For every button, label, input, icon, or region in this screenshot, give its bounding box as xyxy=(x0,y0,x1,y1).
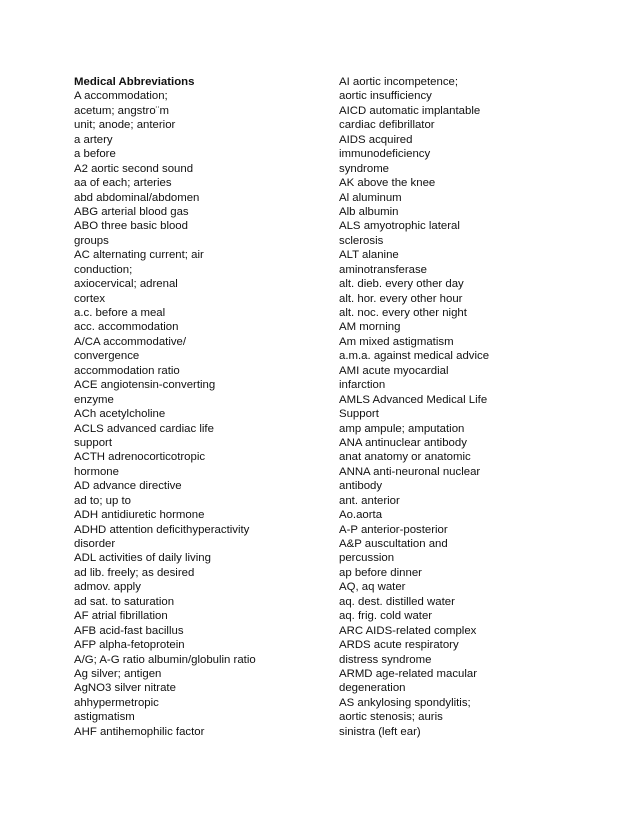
right-column xyxy=(339,75,589,739)
text-line: ACh acetylcholine xyxy=(74,408,166,421)
text-line: ABG arterial blood gas xyxy=(74,205,189,218)
text-line: cardiac defibrillator xyxy=(339,119,435,132)
text-line: Al aluminum xyxy=(339,191,402,204)
text-line: Ag silver; antigen xyxy=(74,667,162,680)
text-line: ARC AIDS-related complex xyxy=(339,624,477,637)
text-line: conduction; xyxy=(74,263,133,276)
text-line: ARMD age-related macular xyxy=(339,667,478,680)
text-line: acetum; angstro¨m xyxy=(74,104,169,117)
text-line: axiocervical; adrenal xyxy=(74,278,178,291)
text-line: AQ, aq water xyxy=(339,581,406,594)
text-line: ANA antinuclear antibody xyxy=(339,436,467,449)
text-line: ad to; up to xyxy=(74,494,131,507)
text-line: sinistra (left ear) xyxy=(339,725,421,738)
text-line: ABO three basic blood xyxy=(74,220,188,233)
text-line: ALT alanine xyxy=(339,249,399,262)
text-line: AC alternating current; air xyxy=(74,249,204,262)
left-column xyxy=(74,75,324,739)
document-title: Medical Abbreviations xyxy=(74,76,195,88)
text-line: ACLS advanced cardiac life xyxy=(74,422,214,435)
text-line: enzyme xyxy=(74,393,114,406)
text-line: AM morning xyxy=(339,321,401,334)
text-line: alt. noc. every other night xyxy=(339,307,467,319)
text-line: AHF antihemophilic factor xyxy=(74,725,205,738)
text-line: a artery xyxy=(74,133,113,146)
text-line: Support xyxy=(339,408,379,421)
text-line: AFB acid-fast bacillus xyxy=(74,624,184,637)
text-line: anat anatomy or anatomic xyxy=(339,451,471,464)
text-line: amp ampule; amputation xyxy=(339,422,465,435)
text-line: disorder xyxy=(74,538,116,550)
text-line: alt. hor. every other hour xyxy=(339,292,463,305)
text-line: immunodeficiency xyxy=(339,148,431,161)
text-line: ARDS acute respiratory xyxy=(339,639,459,652)
text-line: ANNA anti-neuronal nuclear xyxy=(339,465,481,478)
text-line: AMLS Advanced Medical Life xyxy=(339,393,488,406)
text-line: AICD automatic implantable xyxy=(339,104,481,117)
text-line: hormone xyxy=(74,465,119,478)
text-line: AS ankylosing spondylitis; xyxy=(339,696,471,709)
text-line: ADHD attention deficithyperactivity xyxy=(74,523,250,536)
text-line: astigmatism xyxy=(74,711,135,724)
text-line: A/G; A-G ratio albumin/globulin ratio xyxy=(74,653,256,666)
text-line: distress syndrome xyxy=(339,653,432,666)
text-line: ad sat. to saturation xyxy=(74,595,175,608)
text-line: cortex xyxy=(74,292,106,305)
text-line: A/CA accommodative/ xyxy=(74,335,187,348)
text-line: abd abdominal/abdomen xyxy=(74,191,200,204)
text-line: aortic insufficiency xyxy=(339,90,432,103)
text-line: A-P anterior-posterior xyxy=(339,523,448,536)
text-line: ADL activities of daily living xyxy=(74,552,211,565)
text-line: A2 aortic second sound xyxy=(74,162,194,175)
text-line: A accommodation; xyxy=(74,90,168,103)
text-line: AK above the knee xyxy=(339,177,436,190)
text-line: ACTH adrenocorticotropic xyxy=(74,451,206,464)
text-line: aortic stenosis; auris xyxy=(339,711,443,724)
text-line: aq. dest. distilled water xyxy=(339,595,455,608)
text-line: antibody xyxy=(339,480,383,493)
text-line: a.c. before a meal xyxy=(74,307,166,319)
text-line: support xyxy=(74,436,112,449)
text-line: ADH antidiuretic hormone xyxy=(74,509,205,522)
text-line: ALS amyotrophic lateral xyxy=(339,220,460,233)
text-line: ant. anterior xyxy=(339,494,400,507)
text-line: AgNO3 silver nitrate xyxy=(74,682,176,695)
text-line: accommodation ratio xyxy=(74,364,180,377)
text-line: convergence xyxy=(74,350,140,363)
text-line: AF atrial fibrillation xyxy=(74,610,168,623)
text-line: Am mixed astigmatism xyxy=(339,335,454,348)
text-line: AMI acute myocardial xyxy=(339,364,449,377)
text-line: ACE angiotensin-converting xyxy=(74,379,216,392)
text-line: groups xyxy=(74,234,109,247)
text-line: admov. apply xyxy=(74,581,141,594)
text-line: unit; anode; anterior xyxy=(74,119,176,132)
text-line: Ao.aorta xyxy=(339,509,383,522)
text-line: a.m.a. against medical advice xyxy=(339,350,490,363)
text-line: AD advance directive xyxy=(74,480,182,493)
text-line: percussion xyxy=(339,552,395,565)
left-column-entries xyxy=(74,89,324,739)
text-line: A&P auscultation and xyxy=(339,538,448,550)
text-line: ad lib. freely; as desired xyxy=(74,566,195,579)
text-line: alt. dieb. every other day xyxy=(339,278,464,291)
text-line: Alb albumin xyxy=(339,205,399,218)
text-line: ahhypermetropic xyxy=(74,696,159,709)
text-line: AIDS acquired xyxy=(339,133,413,146)
text-line: a before xyxy=(74,148,116,161)
text-line: aminotransferase xyxy=(339,263,428,276)
text-line: acc. accommodation xyxy=(74,321,179,334)
text-line: aq. frig. cold water xyxy=(339,610,433,623)
text-line: ap before dinner xyxy=(339,566,422,579)
text-line: degeneration xyxy=(339,682,406,695)
text-line: aa of each; arteries xyxy=(74,177,172,190)
right-column-entries xyxy=(339,75,589,739)
text-line: infarction xyxy=(339,379,386,392)
text-line: AFP alpha-fetoprotein xyxy=(74,639,185,652)
text-line: sclerosis xyxy=(339,234,384,247)
text-line: syndrome xyxy=(339,162,390,175)
text-line: AI aortic incompetence; xyxy=(339,76,459,88)
